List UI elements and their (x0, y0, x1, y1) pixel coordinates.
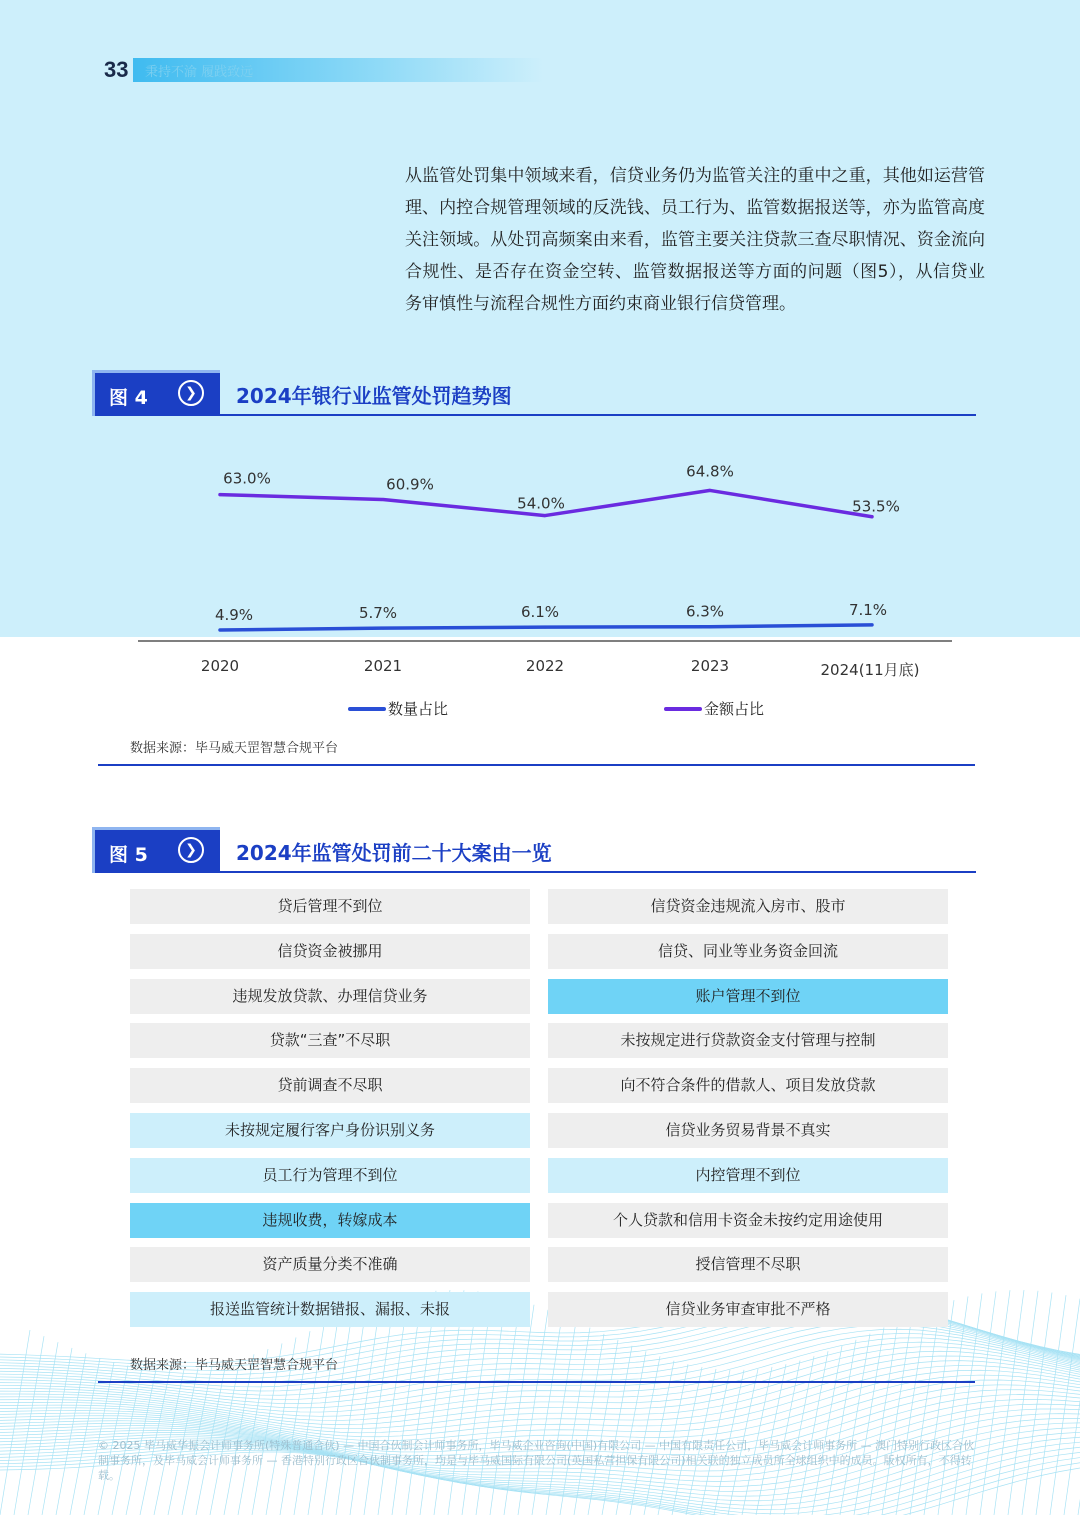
figure5-title: 2024年监管处罚前二十大案由一览 (236, 841, 552, 865)
figure4-heading (92, 370, 976, 416)
data-label: 4.9% (214, 605, 254, 624)
case-cell: 授信管理不尽职 (548, 1247, 948, 1282)
legend-swatch (664, 707, 702, 711)
data-label: 6.3% (685, 602, 725, 621)
legend-swatch (348, 707, 386, 711)
case-cell: 信贷、同业等业务资金回流 (548, 934, 948, 969)
figure5-source: 数据来源：毕马威天罡智慧合规平台 (130, 1358, 339, 1373)
case-cell: 贷后管理不到位 (130, 889, 530, 924)
case-cell: 信贷资金违规流入房市、股市 (548, 889, 948, 924)
trend-chart (0, 440, 1080, 690)
chevron-right-icon: ❯ (178, 380, 204, 406)
divider (220, 871, 976, 873)
figure5-tag: 图 5 (92, 827, 220, 873)
legend-item-amount (664, 698, 764, 719)
x-tick-label: 2023 (690, 657, 730, 675)
data-label: 64.8% (686, 462, 734, 481)
case-cell: 员工行为管理不到位 (130, 1158, 530, 1193)
data-point (544, 514, 547, 517)
case-cell: 资产质量分类不准确 (130, 1247, 530, 1282)
data-label: 53.5% (852, 497, 900, 516)
case-cell: 信贷业务审查审批不严格 (548, 1292, 948, 1327)
figure5-heading (92, 827, 976, 873)
divider (220, 414, 976, 416)
case-cell: 违规收费，转嫁成本 (130, 1203, 530, 1238)
data-point (709, 489, 712, 492)
case-cell: 信贷资金被挪用 (130, 934, 530, 969)
chevron-right-icon: ❯ (178, 837, 204, 863)
page-number: 33 (104, 57, 129, 82)
legend-item-count (348, 698, 448, 719)
divider (98, 764, 975, 766)
x-tick-label: 2020 (200, 657, 240, 675)
copyright-footer: © 2025 毕马威华振会计师事务所(特殊普通合伙) — 中国合伙制会计师事务所，毕马威企业咨询(中国)有限公司 — 中国有限责任公司，毕马威会计师事务所 — 澳门特别行政区合伙制事务所，及毕马威会计师事务所 — 香港特别行政区合伙制事务所，均是与毕马威国际有限公司(英国私营担保有限公司)相关联的独立成员所全球组织中的成员。版权所有，不得转载。 (98, 1439, 975, 1482)
case-cell: 未按规定履行客户身份识别义务 (130, 1113, 530, 1148)
data-label: 6.1% (520, 603, 560, 622)
data-label: 63.0% (223, 469, 271, 488)
data-point (219, 628, 222, 631)
case-cell: 向不符合条件的借款人、项目发放贷款 (548, 1068, 948, 1103)
data-label: 5.7% (358, 604, 398, 623)
data-point (709, 625, 712, 628)
figure4-title: 2024年银行业监管处罚趋势图 (236, 384, 512, 408)
data-label: 7.1% (848, 600, 888, 619)
data-label: 60.9% (386, 475, 434, 494)
data-point (219, 493, 222, 496)
figure4-source: 数据来源：毕马威天罡智慧合规平台 (130, 741, 339, 756)
data-point (544, 626, 547, 629)
legend-label: 金额占比 (704, 700, 765, 718)
x-tick-label: 2021 (363, 657, 403, 675)
case-cell: 贷前调查不尽职 (130, 1068, 530, 1103)
data-point (382, 498, 385, 501)
intro-paragraph: 从监管处罚集中领域来看，信贷业务仍为监管关注的重中之重，其他如运营管理、内控合规管理领域的反洗钱、员工行为、监管数据报送等，亦为监管高度关注领域。从处罚高频案由来看，监管主要关注贷款三查尽职情况、资金流向合规性、是否存在资金空转、监管数据报送等方面的问题（图5），从信贷业务审慎性与流程合规性方面约束商业银行信贷管理。 (405, 166, 985, 314)
data-label: 54.0% (517, 494, 565, 513)
case-cell: 个人贷款和信用卡资金未按约定用途使用 (548, 1203, 948, 1238)
case-cell: 信贷业务贸易背景不真实 (548, 1113, 948, 1148)
case-cell: 未按规定进行贷款资金支付管理与控制 (548, 1023, 948, 1058)
case-cell: 内控管理不到位 (548, 1158, 948, 1193)
case-cell: 贷款“三查”不尽职 (130, 1023, 530, 1058)
x-tick-label: 2022 (525, 657, 565, 675)
case-cell: 违规发放贷款、办理信贷业务 (130, 979, 530, 1014)
divider (98, 1381, 975, 1383)
figure4-tag: 图 4 (92, 370, 220, 416)
data-point (382, 627, 385, 630)
data-point (871, 623, 874, 626)
x-tick-label: 2024(11月底) (820, 661, 920, 679)
legend-label: 数量占比 (388, 700, 449, 718)
case-cell: 账户管理不到位 (548, 979, 948, 1014)
case-cell: 报送监管统计数据错报、漏报、未报 (130, 1292, 530, 1327)
section-header: 秉持不渝 履践致远 (133, 58, 543, 82)
